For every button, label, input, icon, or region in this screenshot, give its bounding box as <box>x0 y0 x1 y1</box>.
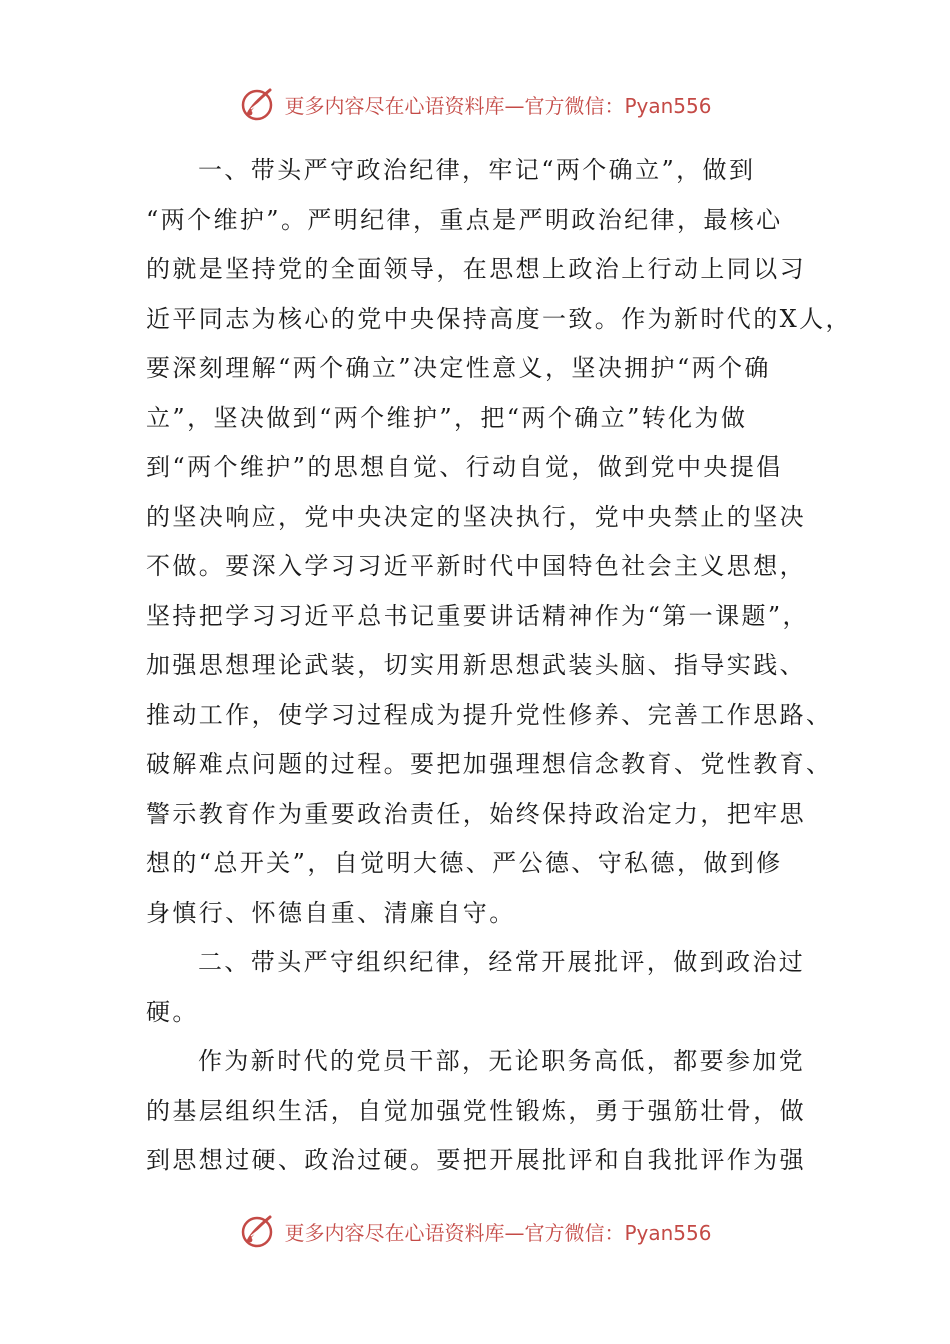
text-line: 加强思想理论武装，切实用新思想武装头脑、指导实践、 <box>146 651 806 679</box>
text-line: 不做。要深入学习习近平新时代中国特色社会主义思想， <box>146 552 806 580</box>
text-line: 硬。 <box>146 997 199 1026</box>
text-line: 的坚决响应，党中央决定的坚决执行，党中央禁止的坚决 <box>146 502 806 531</box>
text-line: 警示教育作为重要政治责任，始终保持政治定力，把牢思 <box>146 799 806 828</box>
text-line: 立”，坚决做到“两个维护”，把“两个确立”转化为做 <box>146 403 748 432</box>
text-line: 到“两个维护”的思想自觉、行动自觉，做到党中央提倡 <box>146 453 783 481</box>
text-line: 推动工作，使学习过程成为提升党性修养、完善工作思路、 <box>146 700 833 729</box>
text-line: 作为新时代的党员干部，无论职务高低，都要参加党 <box>198 1047 806 1075</box>
text-line: 二、带头严守组织纪律，经常开展批评，做到政治过 <box>198 948 806 976</box>
text-line: 身慎行、怀德自重、清廉自守。 <box>146 898 516 927</box>
text-line: 一、带头严守政治纪律，牢记“两个确立”，做到 <box>198 156 756 184</box>
text-line: 到思想过硬、政治过硬。要把开展批评和自我批评作为强 <box>146 1146 806 1174</box>
text-line: 想的“总开关”，自觉明大德、严公德、守私德，做到修 <box>146 849 783 877</box>
document-body <box>146 146 852 1186</box>
header-banner <box>0 82 950 126</box>
text-line: 近平同志为核心的党中央保持高度一致。作为新时代的X人， <box>146 304 852 333</box>
text-line: 的基层组织生活，自觉加强党性锻炼，勇于强筋壮骨，做 <box>146 1096 806 1125</box>
text-line: 的就是坚持党的全面领导，在思想上政治上行动上同以习 <box>146 255 806 283</box>
footer-banner-text: 更多内容尽在心语资料库—官方微信：Pyan556 <box>284 1220 712 1245</box>
text-line: 破解难点问题的过程。要把加强理想信念教育、党性教育、 <box>146 750 833 778</box>
text-line: 要深刻理解“两个确立”决定性意义，坚决拥护“两个确 <box>146 354 771 382</box>
text-line: 坚持把学习习近平总书记重要讲话精神作为“第一课题”， <box>146 601 809 630</box>
brush-logo-icon <box>238 84 278 124</box>
brush-logo-icon <box>238 1211 278 1251</box>
header-banner-text: 更多内容尽在心语资料库—官方微信：Pyan556 <box>284 93 712 118</box>
text-line: “两个维护”。严明纪律，重点是严明政治纪律，最核心 <box>146 205 783 234</box>
footer-banner <box>0 1209 950 1253</box>
